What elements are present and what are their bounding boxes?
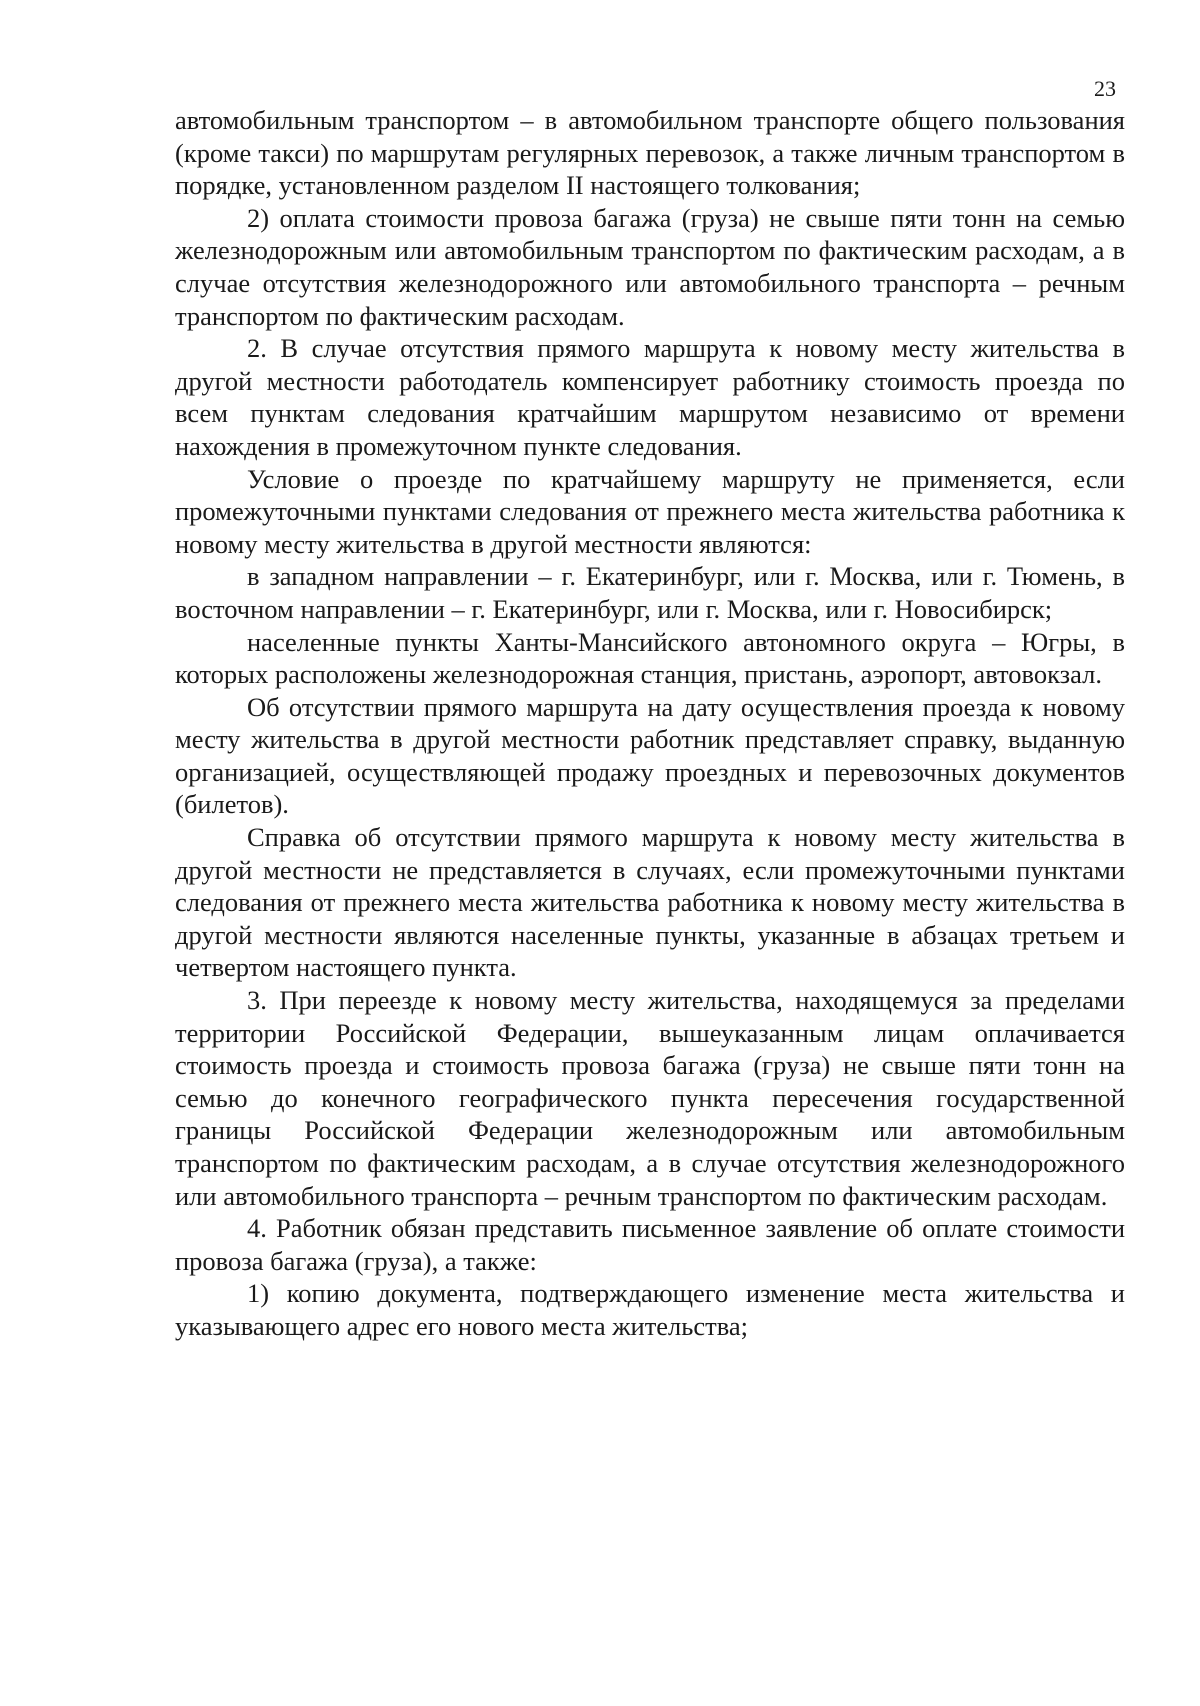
paragraph-point-3: 3. При переезде к новому месту жительства, находящемуся за пределами территории Российской Федерации, вышеуказанным лицам оплачивается стоимость проезда и стоимость провоза багажа (груза) не свыше пяти тонн на семью до конечного географического пункта пересечения государственной границы Российской Федерации железнодорожным или автомобильным транспортом по фактическим расходам, а в случае отсутствия железнодорожного или автомобильного транспорта – речным транспортом по фактическим расходам. [175,985,1125,1211]
paragraph-certificate-not-required: Справка об отсутствии прямого маршрута к новому месту жительства в другой местности не представляется в случаях, если промежуточными пунктами следования от прежнего места жительства работника к новому месту жительства в другой местности являются населенные пункты, указанные в абзацах третьем и четвертом настоящего пункта. [175,822,1125,983]
paragraph-point-2: 2. В случае отсутствия прямого маршрута к новому месту жительства в другой местности работодатель компенсирует работнику стоимость проезда по всем пунктам следования кратчайшим маршрутом независимо от времени нахождения в промежуточном пункте следования. [175,333,1125,461]
paragraph-item-2-baggage: 2) оплата стоимости провоза багажа (груза) не свыше пяти тонн на семью железнодорожным или автомобильным транспортом по фактическим расходам, а в случае отсутствия железнодорожного или автомобильного транспорта – речным транспортом по фактическим расходам. [175,202,1125,331]
paragraph-point-4: 4. Работник обязан представить письменное заявление об оплате стоимости провоза багажа (груза), а также: [175,1213,1125,1276]
page-number: 23 [1094,76,1116,101]
paragraph-continuation: автомобильным транспортом – в автомобильном транспорте общего пользования (кроме такси) по маршрутам регулярных перевозок, а также личным транспортом в порядке, установленном разделом II настоящего толкования; [175,105,1125,201]
paragraph-western-direction: в западном направлении – г. Екатеринбург, или г. Москва, или г. Тюмень, в восточном направлении – г. Екатеринбург, или г. Москва, или г. Новосибирск; [175,561,1125,624]
document-body [175,104,1125,1343]
paragraph-settlements: населенные пункты Ханты-Мансийского автономного округа – Югры, в которых расположены железнодорожная станция, пристань, аэропорт, автовокзал. [175,626,1125,690]
paragraph-certificate: Об отсутствии прямого маршрута на дату осуществления проезда к новому месту жительства в другой местности работник представляет справку, выданную организацией, осуществляющей продажу проездных и перевозочных документов (билетов). [175,691,1125,820]
paragraph-shortest-route-condition: Условие о проезде по кратчайшему маршруту не применяется, если промежуточными пунктами следования от прежнего места жительства работника к новому месту жительства в другой местности являются: [175,463,1125,559]
paragraph-point-4-item-1: 1) копию документа, подтверждающего изменение места жительства и указывающего адрес его нового места жительства; [175,1278,1125,1341]
